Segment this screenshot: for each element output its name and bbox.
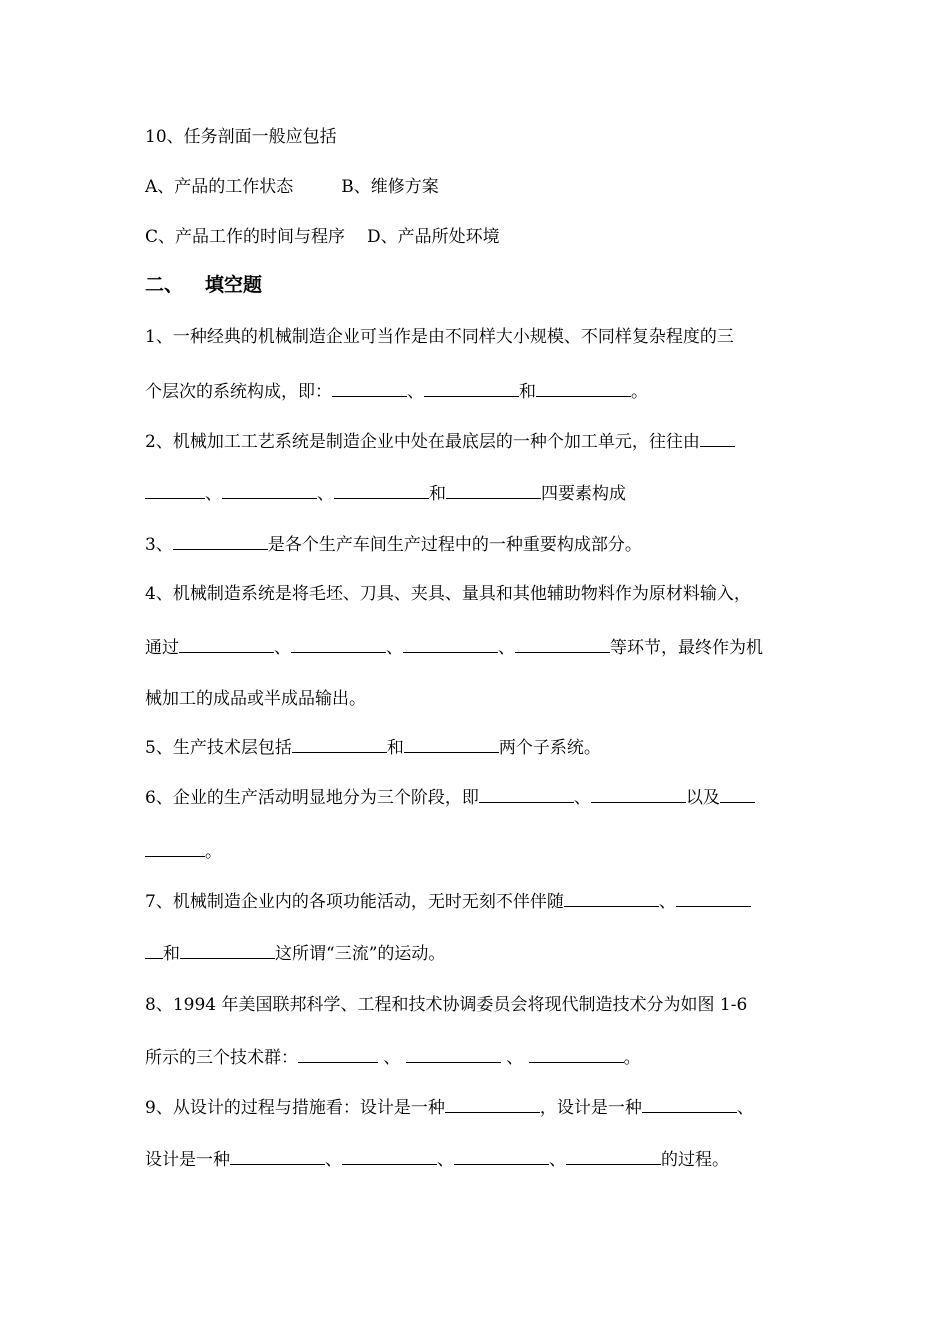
- fill-q4-line2: 通过 、 、 、 等环节，最终作为机: [145, 638, 763, 658]
- fill-q7-line2: 和 这所谓“三流”的运动。: [145, 942, 445, 965]
- blank[interactable]: [591, 786, 686, 803]
- blank[interactable]: [424, 380, 519, 397]
- blank[interactable]: [566, 1148, 661, 1165]
- fill-q4-line3: 械加工的成品或半成品输出。: [145, 689, 366, 709]
- blank[interactable]: [564, 890, 659, 907]
- blank[interactable]: [230, 1148, 325, 1165]
- blank[interactable]: [536, 380, 631, 397]
- blank[interactable]: [342, 1148, 437, 1165]
- blank[interactable]: [145, 482, 205, 499]
- blank[interactable]: [445, 1096, 540, 1113]
- fill-q1-line1: 1、一种经典的机械制造企业可当作是由不同样大小规模、不同样复杂程度的三: [145, 327, 734, 347]
- section-number: 二、: [145, 274, 184, 296]
- option-b: B、维修方案: [341, 177, 439, 197]
- fill-q8-line2: 所示的三个技术群： 、 、 。: [145, 1048, 641, 1068]
- blank[interactable]: [179, 636, 274, 653]
- blank[interactable]: [642, 1096, 737, 1113]
- fill-q4-line1: 4、机械制造系统是将毛坯、刀具、夹具、量具和其他辅助物料作为原材料输入，: [145, 584, 751, 604]
- fill-q9-line1: 9、从设计的过程与措施看：设计是一种 ，设计是一种 、: [145, 1098, 754, 1118]
- blank[interactable]: [515, 636, 610, 653]
- fill-q7-line1: 7、机械制造企业内的各项功能活动，无时无刻不伴伴随 、: [145, 890, 751, 913]
- option-a: A、产品的工作状态: [145, 177, 294, 197]
- fill-q6-line1: 6、企业的生产活动明显地分为三个阶段，即 、 以及: [145, 786, 755, 809]
- blank[interactable]: [479, 786, 574, 803]
- fill-q6-line2: 。: [145, 840, 222, 863]
- blank[interactable]: [676, 890, 751, 907]
- fill-q2-line1: 2、机械加工工艺系统是制造企业中处在最底层的一种个加工单元，往往由: [145, 430, 735, 453]
- fill-q9-line2: 设计是一种 、 、 、 的过程。: [145, 1150, 729, 1170]
- blank[interactable]: [334, 482, 429, 499]
- blank[interactable]: [720, 786, 755, 803]
- blank[interactable]: [446, 482, 541, 499]
- blank[interactable]: [700, 430, 735, 447]
- section-title: 填空题: [205, 274, 263, 296]
- option-c: C、产品工作的时间与程序: [145, 227, 346, 247]
- blank[interactable]: [173, 533, 268, 550]
- blank[interactable]: [332, 380, 407, 397]
- question-10-options-ab: [145, 176, 439, 198]
- blank[interactable]: [529, 1046, 624, 1063]
- question-10-stem: 10、任务剖面一般应包括: [145, 127, 337, 147]
- blank[interactable]: [291, 636, 386, 653]
- fill-q1-line2: 个层次的系统构成，即： 、 和 。: [145, 382, 648, 402]
- blank[interactable]: [454, 1148, 549, 1165]
- blank[interactable]: [404, 736, 499, 753]
- blank[interactable]: [180, 942, 275, 959]
- blank[interactable]: [222, 482, 317, 499]
- section-heading: [145, 274, 262, 296]
- question-10-options-cd: [145, 226, 500, 248]
- blank[interactable]: [145, 840, 205, 857]
- fill-q2-line2: 、 、 和 四要素构成: [145, 482, 626, 505]
- blank[interactable]: [292, 736, 387, 753]
- fill-q8-line1: 8、1994 年美国联邦科学、工程和技术协调委员会将现代制造技术分为如图 1-6: [145, 995, 748, 1015]
- blank[interactable]: [298, 1046, 378, 1063]
- fill-q5: 5、生产技术层包括 和 两个子系统。: [145, 738, 601, 758]
- fill-q3: 3、 是各个生产车间生产过程中的一种重要构成部分。: [145, 535, 642, 555]
- blank[interactable]: [145, 942, 163, 959]
- blank[interactable]: [406, 1046, 501, 1063]
- option-d: D、产品所处环境: [367, 227, 500, 247]
- blank[interactable]: [403, 636, 498, 653]
